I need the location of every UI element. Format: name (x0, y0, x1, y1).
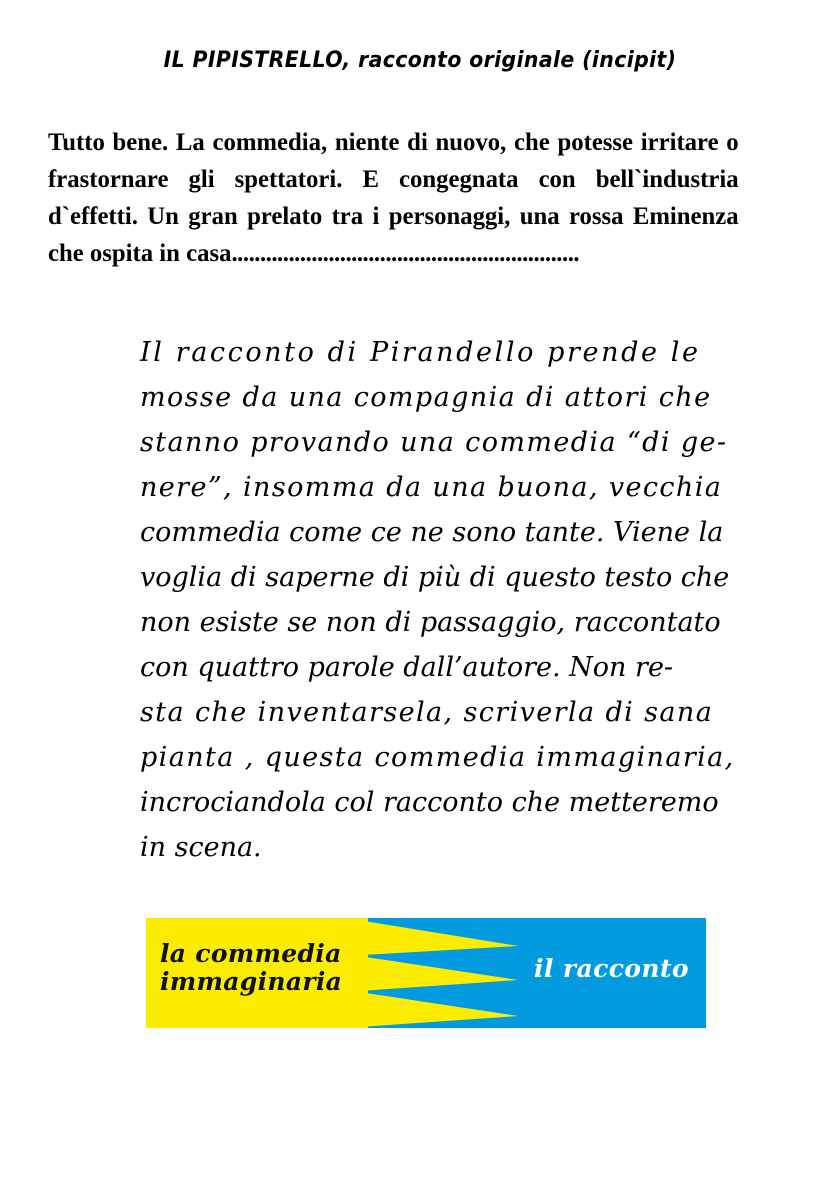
note-line: nere”, insomma da una buona, vecchia (140, 472, 723, 503)
note-line: stanno provando una commedia “di ge- (140, 427, 728, 458)
note-line: Il racconto di Pirandello prende le (140, 337, 701, 368)
note-line: pianta , questa commedia immaginaria, (140, 742, 735, 773)
note-line: commedia come ce ne sono tante. Viene la (140, 517, 724, 548)
note-line: incrociandola col racconto che metteremo (140, 787, 719, 818)
handwritten-note (140, 330, 735, 870)
banner-right-title: il racconto (534, 954, 689, 983)
note-line: in scena. (140, 832, 262, 863)
incipit-paragraph (48, 123, 739, 271)
note-line: voglia di saperne di più di questo testo che (140, 562, 730, 593)
page-title: IL PIPISTRELLO, racconto originale (incipit) (163, 48, 677, 73)
banner-left-title-line1: la commedia (160, 939, 342, 968)
note-line: con quattro parole dall’autore. Non re- (140, 652, 674, 683)
incipit-ellipsis: ............................................................. (231, 238, 580, 267)
incipit-body: Tutto bene. La commedia, niente di nuovo, che potesse irritare o frastornare gli spettatori. E congegnata con bell`industria d`effetti. Un gran prelato tra i personaggi, una rossa Eminenza che ospita in casa (48, 127, 739, 267)
banner-left-title (160, 940, 380, 996)
note-line: non esiste se non di passaggio, raccontato (140, 607, 721, 638)
note-line: sta che inventarsela, scriverla di sana (140, 697, 714, 728)
note-line: mosse da una compagnia di attori che (140, 382, 712, 413)
banner-left-title-line2: immaginaria (160, 967, 343, 996)
logo-banner (146, 918, 706, 1028)
